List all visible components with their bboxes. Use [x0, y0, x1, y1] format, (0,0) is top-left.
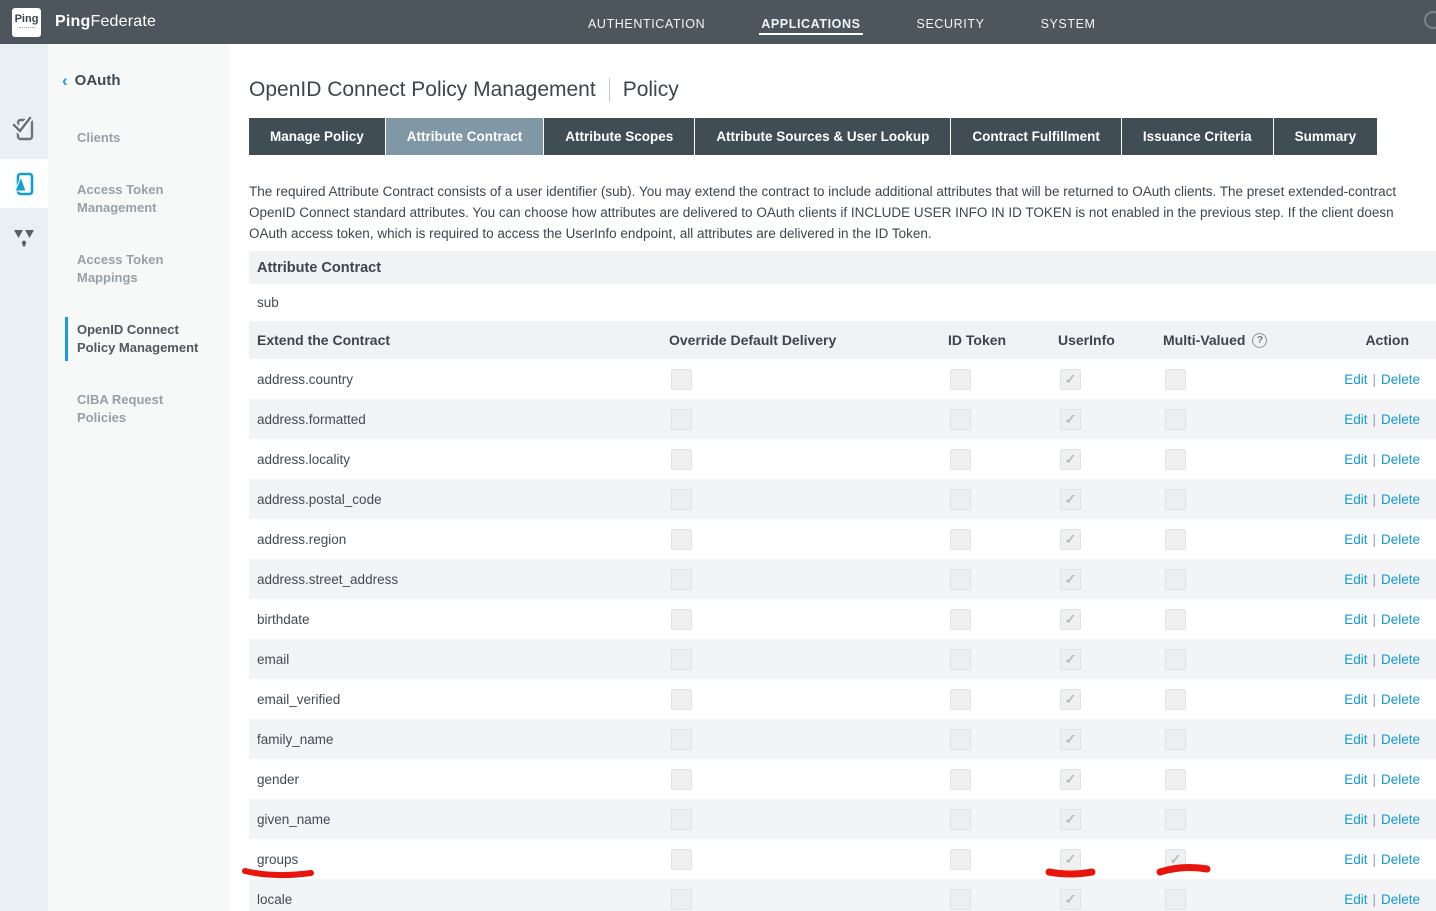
override-checkbox[interactable]: [671, 849, 692, 870]
attribute-name: email: [257, 651, 290, 667]
delete-link[interactable]: Delete: [1380, 811, 1420, 827]
checkmark-icon: ✓: [1064, 731, 1077, 747]
multi-valued-checkbox[interactable]: [1165, 649, 1186, 670]
edit-link[interactable]: Edit: [1344, 571, 1368, 587]
top-nav-security[interactable]: SECURITY: [916, 16, 985, 31]
row-actions: [1344, 372, 1436, 387]
userinfo-checkbox[interactable]: [1060, 649, 1081, 670]
row-actions: [1344, 532, 1436, 547]
override-checkbox[interactable]: [671, 489, 692, 510]
access-token-icon[interactable]: [10, 170, 38, 198]
description: [249, 181, 1436, 244]
userinfo-checkbox[interactable]: [1060, 809, 1081, 830]
page-title-sub: Policy: [622, 78, 679, 101]
brand-title-bold: Ping: [55, 13, 91, 30]
policy-paw-icon[interactable]: [10, 225, 38, 253]
table-row: [249, 559, 1436, 599]
id-token-checkbox[interactable]: [950, 569, 971, 590]
attribute-name: given_name: [257, 811, 331, 827]
row-actions: [1344, 692, 1436, 707]
multi-valued-checkbox[interactable]: [1165, 809, 1186, 830]
top-nav-system[interactable]: SYSTEM: [1040, 16, 1096, 31]
checkmark-icon: ✓: [1064, 491, 1077, 507]
table-row: [249, 799, 1436, 839]
table-row: [249, 399, 1436, 439]
id-token-checkbox[interactable]: [950, 409, 971, 430]
id-token-checkbox[interactable]: [950, 369, 971, 390]
id-token-checkbox[interactable]: [950, 609, 971, 630]
tab-summary[interactable]: Summary: [1274, 118, 1378, 155]
row-actions: [1344, 892, 1436, 907]
action-separator: |: [1372, 491, 1376, 507]
userinfo-checkbox[interactable]: [1060, 849, 1081, 870]
id-token-checkbox[interactable]: [950, 449, 971, 470]
attribute-name: address.region: [257, 531, 347, 547]
checkmark-icon: ✓: [1064, 811, 1077, 827]
tab-attribute-contract[interactable]: Attribute Contract: [386, 118, 544, 155]
multi-valued-checkbox[interactable]: [1165, 369, 1186, 390]
multi-valued-checkbox[interactable]: [1165, 409, 1186, 430]
checkmark-icon: ✓: [1064, 851, 1077, 867]
attribute-name: birthdate: [257, 611, 310, 627]
multi-valued-checkbox[interactable]: [1165, 729, 1186, 750]
ping-logo[interactable]: [12, 8, 41, 37]
icon-rail: [0, 44, 48, 911]
userinfo-checkbox[interactable]: [1060, 609, 1081, 630]
edit-link[interactable]: Edit: [1344, 811, 1368, 827]
action-separator: |: [1372, 851, 1376, 867]
row-actions: [1344, 412, 1436, 427]
description-line: The required Attribute Contract consists of a user identifier (sub). You may extend the contract to include additional attributes that will be returned to OAuth clients. The preset extended-contract: [249, 184, 1397, 199]
userinfo-checkbox[interactable]: [1060, 489, 1081, 510]
row-actions: [1344, 732, 1436, 747]
override-checkbox[interactable]: [671, 409, 692, 430]
userinfo-checkbox[interactable]: [1060, 569, 1081, 590]
multi-valued-checkbox[interactable]: [1165, 609, 1186, 630]
multi-valued-checkbox[interactable]: [1165, 449, 1186, 470]
col-header-action: Action: [1365, 332, 1409, 348]
delete-link[interactable]: Delete: [1380, 571, 1420, 587]
userinfo-checkbox[interactable]: [1060, 889, 1081, 910]
sidebar-items: [48, 119, 229, 437]
table-row: [249, 359, 1436, 399]
checkmark-icon: ✓: [1064, 611, 1077, 627]
override-checkbox[interactable]: [671, 889, 692, 910]
row-actions: [1344, 492, 1436, 507]
delete-link[interactable]: Delete: [1380, 411, 1420, 427]
userinfo-checkbox[interactable]: [1060, 689, 1081, 710]
id-token-checkbox[interactable]: [950, 769, 971, 790]
userinfo-checkbox[interactable]: [1060, 529, 1081, 550]
ping-logo-subline: [19, 27, 35, 30]
table-row: [249, 519, 1436, 559]
table-row: [249, 439, 1436, 479]
delete-link[interactable]: Delete: [1380, 531, 1420, 547]
top-bar: [0, 0, 1436, 44]
delete-link[interactable]: Delete: [1380, 651, 1420, 667]
multi-valued-checkbox[interactable]: [1165, 489, 1186, 510]
checkmark-icon: ✓: [1064, 371, 1077, 387]
edit-link[interactable]: Edit: [1344, 411, 1368, 427]
page-title-separator: [609, 78, 610, 102]
action-separator: |: [1372, 811, 1376, 827]
help-icon[interactable]: ?: [1252, 333, 1267, 348]
override-checkbox[interactable]: [671, 609, 692, 630]
id-token-checkbox[interactable]: [950, 649, 971, 670]
id-token-checkbox[interactable]: [950, 849, 971, 870]
override-checkbox[interactable]: [671, 369, 692, 390]
brand-title: [55, 13, 156, 31]
checkmark-icon: ✓: [1064, 651, 1077, 667]
row-actions: [1344, 652, 1436, 667]
action-separator: |: [1372, 371, 1376, 387]
action-separator: |: [1372, 771, 1376, 787]
multi-valued-checkbox[interactable]: [1165, 889, 1186, 910]
edit-link[interactable]: Edit: [1344, 691, 1368, 707]
delete-link[interactable]: Delete: [1380, 731, 1420, 747]
multi-valued-checkbox[interactable]: [1165, 689, 1186, 710]
checkmark-icon: ✓: [1064, 571, 1077, 587]
edit-link[interactable]: Edit: [1344, 851, 1368, 867]
delete-link[interactable]: Delete: [1380, 491, 1420, 507]
edit-link[interactable]: Edit: [1344, 891, 1368, 907]
ping-logo-text: Ping: [14, 13, 39, 25]
table-row: [249, 679, 1436, 719]
row-actions: [1344, 812, 1436, 827]
checkmark-icon: ✓: [1064, 891, 1077, 907]
id-token-checkbox[interactable]: [950, 809, 971, 830]
page-title: [249, 78, 1436, 102]
base-attribute-row: sub: [249, 284, 1436, 321]
table-row: [249, 599, 1436, 639]
edit-link[interactable]: Edit: [1344, 531, 1368, 547]
multi-valued-checkbox[interactable]: [1165, 569, 1186, 590]
delete-link[interactable]: Delete: [1380, 771, 1420, 787]
checkmark-icon: ✓: [1064, 451, 1077, 467]
edit-link[interactable]: Edit: [1344, 451, 1368, 467]
sign-on-policy-icon[interactable]: [10, 115, 38, 143]
table-row: [249, 719, 1436, 759]
tab-contract-fulfillment[interactable]: Contract Fulfillment: [951, 118, 1121, 155]
sidebar-back-oauth[interactable]: [48, 72, 229, 89]
row-actions: [1344, 452, 1436, 467]
action-separator: |: [1372, 411, 1376, 427]
checkmark-icon: ✓: [1169, 851, 1182, 867]
action-separator: |: [1372, 571, 1376, 587]
sidebar-item-ciba-request-policies[interactable]: CIBA Request Policies: [77, 392, 164, 425]
delete-link[interactable]: Delete: [1380, 371, 1420, 387]
multi-valued-checkbox[interactable]: [1165, 849, 1186, 870]
override-checkbox[interactable]: [671, 809, 692, 830]
attribute-name: address.locality: [257, 451, 351, 467]
top-nav-applications[interactable]: APPLICATIONS: [733, 3, 888, 42]
override-checkbox[interactable]: [671, 729, 692, 750]
table-row: [249, 839, 1436, 879]
delete-link[interactable]: Delete: [1380, 451, 1420, 467]
sidebar-section-label: OAuth: [74, 72, 121, 89]
edit-link[interactable]: Edit: [1344, 771, 1368, 787]
col-header-override: Override Default Delivery: [669, 332, 837, 348]
row-actions: [1344, 612, 1436, 627]
tab-manage-policy[interactable]: Manage Policy: [249, 118, 385, 155]
delete-link[interactable]: Delete: [1380, 691, 1420, 707]
edit-link[interactable]: Edit: [1344, 731, 1368, 747]
attribute-name: address.formatted: [257, 411, 366, 427]
tab-bar: [249, 118, 1436, 155]
action-separator: |: [1372, 611, 1376, 627]
table-row: [249, 639, 1436, 679]
row-actions: [1344, 852, 1436, 867]
edit-link[interactable]: Edit: [1344, 651, 1368, 667]
tab-attribute-scopes[interactable]: Attribute Scopes: [544, 118, 694, 155]
attribute-table-body: [249, 359, 1436, 911]
page-title-main: OpenID Connect Policy Management: [249, 78, 596, 101]
tab-issuance-criteria[interactable]: Issuance Criteria: [1122, 118, 1273, 155]
description-line: OAuth access token, which is required to access the UserInfo endpoint, all attributes are delivered in the ID Token.: [249, 226, 932, 241]
col-header-userinfo: UserInfo: [1058, 332, 1115, 348]
action-separator: |: [1372, 651, 1376, 667]
edit-link[interactable]: Edit: [1344, 611, 1368, 627]
row-actions: [1344, 572, 1436, 587]
id-token-checkbox[interactable]: [950, 729, 971, 750]
col-header-id-token: ID Token: [948, 332, 1007, 348]
id-token-checkbox[interactable]: [950, 889, 971, 910]
edit-link[interactable]: Edit: [1344, 371, 1368, 387]
multi-valued-label: Multi-Valued: [1163, 332, 1246, 348]
sidebar-item-access-token-management[interactable]: Access Token Management: [77, 182, 164, 215]
table-header-row: [249, 321, 1436, 359]
checkmark-icon: ✓: [1064, 771, 1077, 787]
table-row: [249, 759, 1436, 799]
action-separator: |: [1372, 731, 1376, 747]
override-checkbox[interactable]: [671, 569, 692, 590]
top-nav-authentication[interactable]: AUTHENTICATION: [588, 16, 706, 31]
edit-link[interactable]: Edit: [1344, 491, 1368, 507]
id-token-checkbox[interactable]: [950, 689, 971, 710]
action-separator: |: [1372, 451, 1376, 467]
action-separator: |: [1372, 531, 1376, 547]
multi-valued-checkbox[interactable]: [1165, 529, 1186, 550]
checkmark-icon: ✓: [1064, 531, 1077, 547]
userinfo-checkbox[interactable]: [1060, 369, 1081, 390]
attribute-name: locale: [257, 891, 293, 907]
userinfo-checkbox[interactable]: [1060, 409, 1081, 430]
id-token-checkbox[interactable]: [950, 529, 971, 550]
checkmark-icon: ✓: [1064, 411, 1077, 427]
table-row: [249, 879, 1436, 911]
sidebar: [48, 44, 229, 911]
search-icon[interactable]: [1424, 11, 1436, 29]
override-checkbox[interactable]: [671, 529, 692, 550]
attribute-name: address.street_address: [257, 571, 399, 587]
attribute-name: groups: [257, 851, 299, 867]
id-token-checkbox[interactable]: [950, 489, 971, 510]
top-nav: [560, 3, 1436, 42]
action-separator: |: [1372, 691, 1376, 707]
override-checkbox[interactable]: [671, 689, 692, 710]
sidebar-item-openid-connect-policy-management[interactable]: OpenID Connect Policy Management: [48, 311, 229, 367]
attribute-name: email_verified: [257, 691, 341, 707]
delete-link[interactable]: Delete: [1380, 851, 1420, 867]
sidebar-item-clients[interactable]: Clients: [77, 130, 121, 145]
description-line: OpenID Connect standard attributes. You can choose how attributes are delivered to OAuth clients if INCLUDE USER INFO IN ID TOKEN is not enabled in the previous step. If the client doesn: [249, 205, 1394, 220]
main-content: [229, 44, 1436, 911]
attribute-name: address.postal_code: [257, 491, 382, 507]
col-header-extend-contract: Extend the Contract: [257, 332, 391, 348]
userinfo-checkbox[interactable]: [1060, 769, 1081, 790]
action-separator: |: [1372, 891, 1376, 907]
override-checkbox[interactable]: [671, 649, 692, 670]
row-actions: [1344, 772, 1436, 787]
checkmark-icon: ✓: [1064, 691, 1077, 707]
sidebar-item-access-token-mappings[interactable]: Access Token Mappings: [77, 252, 164, 285]
userinfo-checkbox[interactable]: [1060, 729, 1081, 750]
brand-title-light: Federate: [90, 13, 157, 30]
override-checkbox[interactable]: [671, 449, 692, 470]
multi-valued-checkbox[interactable]: [1165, 769, 1186, 790]
table-row: [249, 479, 1436, 519]
userinfo-checkbox[interactable]: [1060, 449, 1081, 470]
col-header-multi-valued: [1163, 332, 1344, 348]
delete-link[interactable]: Delete: [1380, 891, 1420, 907]
delete-link[interactable]: Delete: [1380, 611, 1420, 627]
chevron-left-icon: ‹: [62, 71, 68, 90]
attribute-name: gender: [257, 771, 300, 787]
attribute-name: family_name: [257, 731, 334, 747]
attribute-contract-band: Attribute Contract: [249, 251, 1436, 284]
attribute-name: address.country: [257, 371, 354, 387]
override-checkbox[interactable]: [671, 769, 692, 790]
tab-attribute-sources-user-lookup[interactable]: Attribute Sources & User Lookup: [695, 118, 950, 155]
